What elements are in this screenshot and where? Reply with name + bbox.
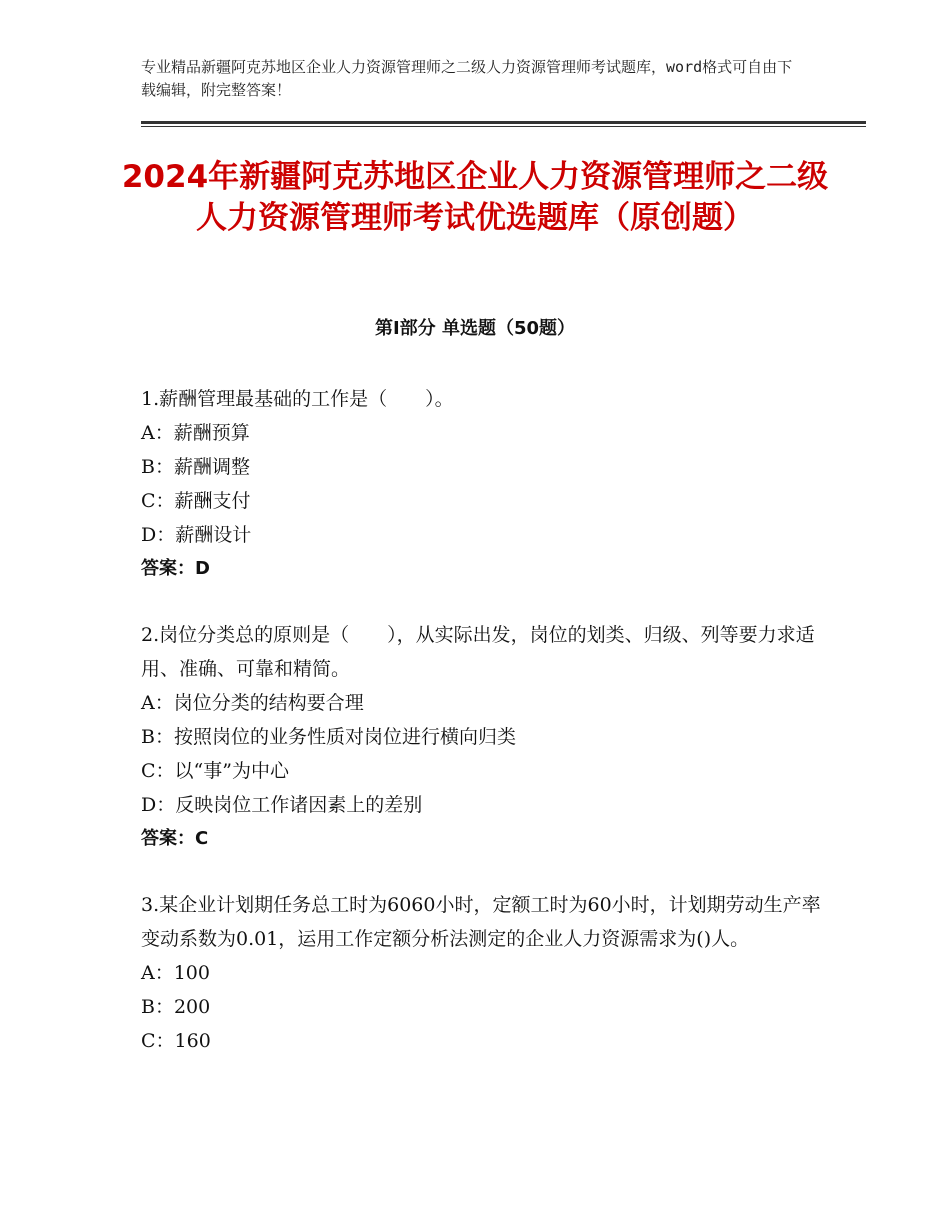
option-a: A：100: [141, 962, 210, 984]
option-b: B：按照岗位的业务性质对岗位进行横向归类: [141, 726, 516, 748]
question-3: [141, 888, 821, 1058]
answer: 答案：D: [141, 558, 210, 579]
option-d: D：薪酬设计: [141, 524, 252, 546]
question-stem: 3.某企业计划期任务总工时为6060小时，定额工时为60小时，计划期劳动生产率变动系数为0.01，运用工作定额分析法测定的企业人力资源需求为()人。: [141, 894, 821, 950]
document-title: 2024年新疆阿克苏地区企业人力资源管理师之二级人力资源管理师考试优选题库（原创题）: [121, 159, 829, 236]
question-stem: 1.薪酬管理最基础的工作是（ ）。: [141, 388, 454, 410]
option-b: B：200: [141, 996, 211, 1018]
section-title: 第Ⅰ部分 单选题（50题）: [374, 318, 575, 339]
question-2: [141, 618, 821, 856]
question-stem: 2.岗位分类总的原则是（ ），从实际出发，岗位的划类、归级、列等要力求适用、准确、可靠和精简。: [141, 624, 815, 680]
header-divider-thick: [141, 121, 866, 124]
option-c: C：160: [141, 1030, 211, 1052]
option-c: C：薪酬支付: [141, 490, 251, 512]
option-d: D：反映岗位工作诸因素上的差别: [141, 794, 423, 816]
option-a: A：薪酬预算: [141, 422, 250, 444]
question-1: [141, 382, 821, 586]
option-a: A：岗位分类的结构要合理: [141, 692, 364, 714]
option-b: B：薪酬调整: [141, 456, 250, 478]
question-list: [141, 382, 821, 1090]
header-divider-thin: [141, 126, 866, 127]
header-note: 专业精品新疆阿克苏地区企业人力资源管理师之二级人力资源管理师考试题库，word格式可自由下载编辑，附完整答案！: [141, 58, 793, 99]
answer: 答案：C: [141, 828, 209, 849]
option-c: C：以“事”为中心: [141, 760, 289, 782]
